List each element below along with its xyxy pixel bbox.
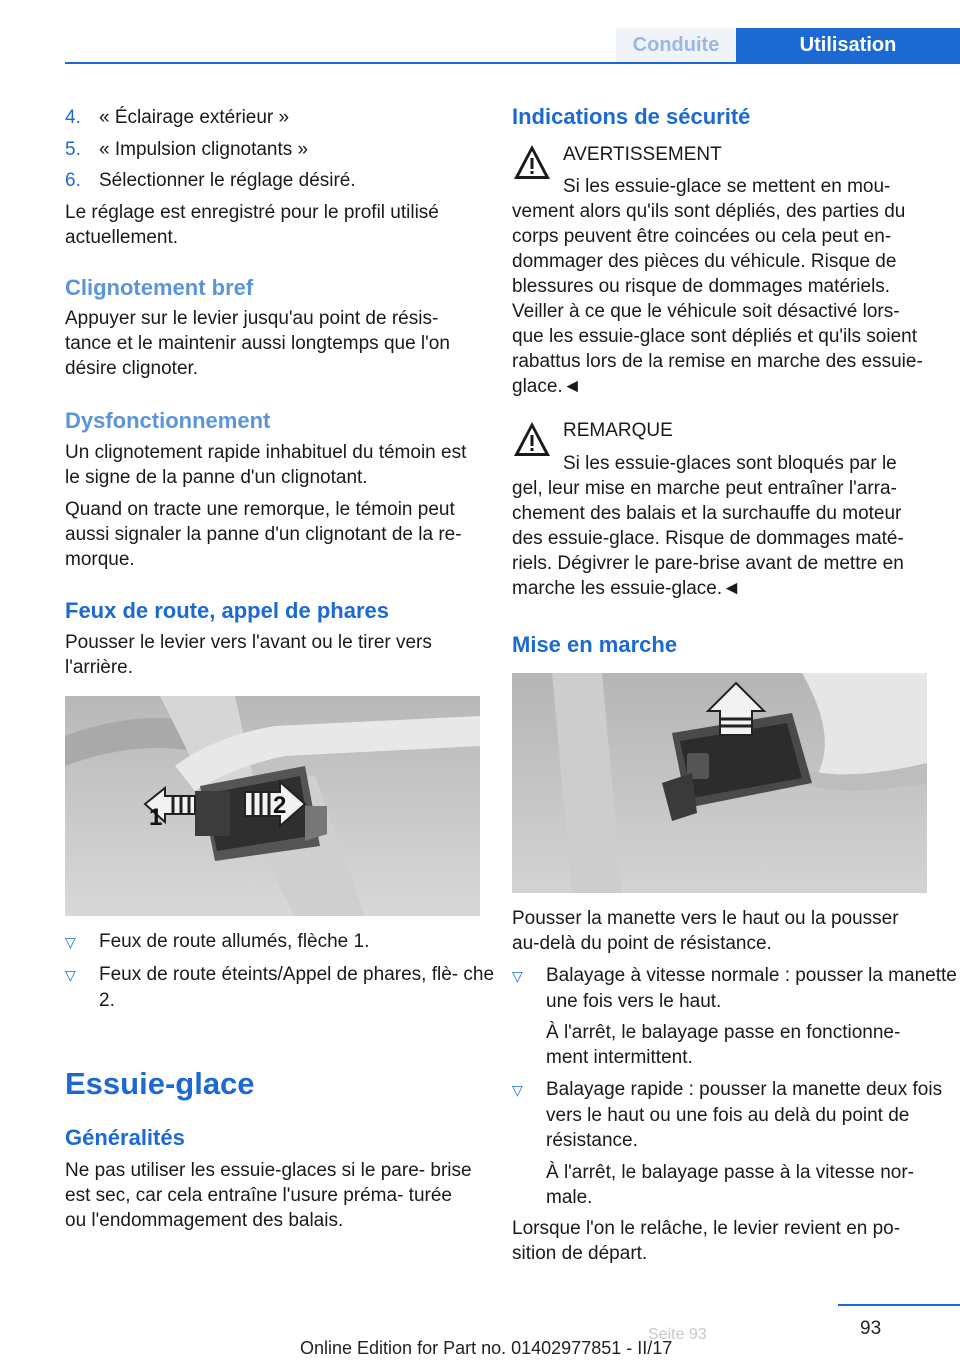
triangle-bullet-icon: ▽ <box>512 1082 523 1098</box>
chapter-title-essuie-glace: Essuie-glace <box>65 1066 255 1101</box>
triangle-bullet-icon: ▽ <box>512 968 523 984</box>
dysfonction-text-2: Quand on tracte une remorque, le témoin peut aussi signaler la panne d'un clignotant de la re‐ morque. <box>65 499 462 570</box>
note-text: Si les essuie-glaces sont bloqués par le gel, leur mise en marche peut entraîner l'arra‐ chement des balais et la surchauffe du moteur des essuie-glace. Risque de dommages maté‐ riels. Dégivrer le pare-brise avant de mettre en marche les essuie-glace.◄ <box>512 453 904 599</box>
header-rule <box>65 62 960 64</box>
triangle-bullet-icon: ▽ <box>65 934 76 950</box>
mise-text: Pousser la manette vers le haut ou la pousser au-delà du point de résistance. <box>512 908 899 954</box>
dysfonction-text-1: Un clignotement rapide inhabituel du témoin est le signe de la panne d'un clignotant. <box>65 442 467 488</box>
arrow-label-2: 2 <box>273 792 287 819</box>
release-text: Lorsque l'on le relâche, le levier revient en po‐ sition de départ. <box>512 1218 901 1264</box>
page-number: 93 <box>860 1318 882 1339</box>
wiper-stalk-figure <box>512 673 927 893</box>
section-title-generalites: Généralités <box>65 1125 185 1150</box>
clignotement-text: Appuyer sur le levier jusqu'au point de résis‐ tance et le maintenir aussi longtemps que l'on désire clignoter. <box>65 308 450 379</box>
note-label: REMARQUE <box>563 420 673 441</box>
section-title-clignotement: Clignotement bref <box>65 275 254 300</box>
feux-text: Pousser le levier vers l'avant ou le tirer vers l'arrière. <box>65 632 432 678</box>
watermark-text: Seite 93 <box>648 1326 707 1343</box>
step-item: 5. « Impulsion clignotants » <box>65 139 309 160</box>
edition-text: Online Edition for Part no. 01402977851 - II/17 <box>300 1338 673 1358</box>
tab-utilisation[interactable]: Utilisation <box>736 28 960 62</box>
footer-rule <box>838 1304 960 1306</box>
list-item-sub: À l'arrêt, le balayage passe à la vitesse nor‐ male. <box>546 1162 914 1208</box>
warning-text: Si les essuie-glace se mettent en mou‐ vement alors qu'ils sont dépliés, des parties du corps peuvent être coincées ou cela peut en‐ dommager des pièces du véhicule. Risque de blessures ou risque de dommages matériels. Veiller à ce que le véhicule soit désactivé lors‐ que les essuie-glace sont dépliés et qu'ils soient rabattus lors de la remise en marche des essuie-glace.◄ <box>512 176 923 397</box>
step-item: 4. « Éclairage extérieur » <box>65 107 290 128</box>
wiper-illustration <box>512 673 927 893</box>
list-item-sub: À l'arrêt, le balayage passe en fonctionne‐ ment intermittent. <box>546 1022 901 1068</box>
warning-label: AVERTISSEMENT <box>563 144 722 165</box>
list-item: ▽ Balayage à vitesse normale : pousser la manette une fois vers le haut. <box>512 965 957 1012</box>
step-item: 6. Sélectionner le réglage désiré. <box>65 170 356 191</box>
lever-figure <box>65 696 480 916</box>
tab-conduite[interactable]: Conduite <box>616 28 736 62</box>
list-item: ▽ Balayage rapide : pousser la manette deux fois vers le haut ou une fois au delà du point de résistance. <box>512 1079 943 1151</box>
arrow-label-1: 1 <box>149 804 163 831</box>
generalites-text: Ne pas utiliser les essuie-glaces si le pare- brise est sec, car cela entraîne l'usure préma‐ turée ou l'endommagement des balais. <box>65 1160 472 1231</box>
triangle-bullet-icon: ▽ <box>65 967 76 983</box>
section-title-feux: Feux de route, appel de phares <box>65 598 389 623</box>
bullet-item: ▽ Feux de route allumés, flèche 1. <box>65 929 485 955</box>
section-title-dysfonction: Dysfonctionnement <box>65 408 271 433</box>
section-title-mise-en-marche: Mise en marche <box>512 632 678 657</box>
saved-text: Le réglage est enregistré pour le profil utilisé actuellement. <box>65 202 439 248</box>
bullet-item: ▽ Feux de route éteints/Appel de phares, flè‐ che 2. <box>65 964 495 1011</box>
section-title-securite: Indications de sécurité <box>512 104 751 129</box>
